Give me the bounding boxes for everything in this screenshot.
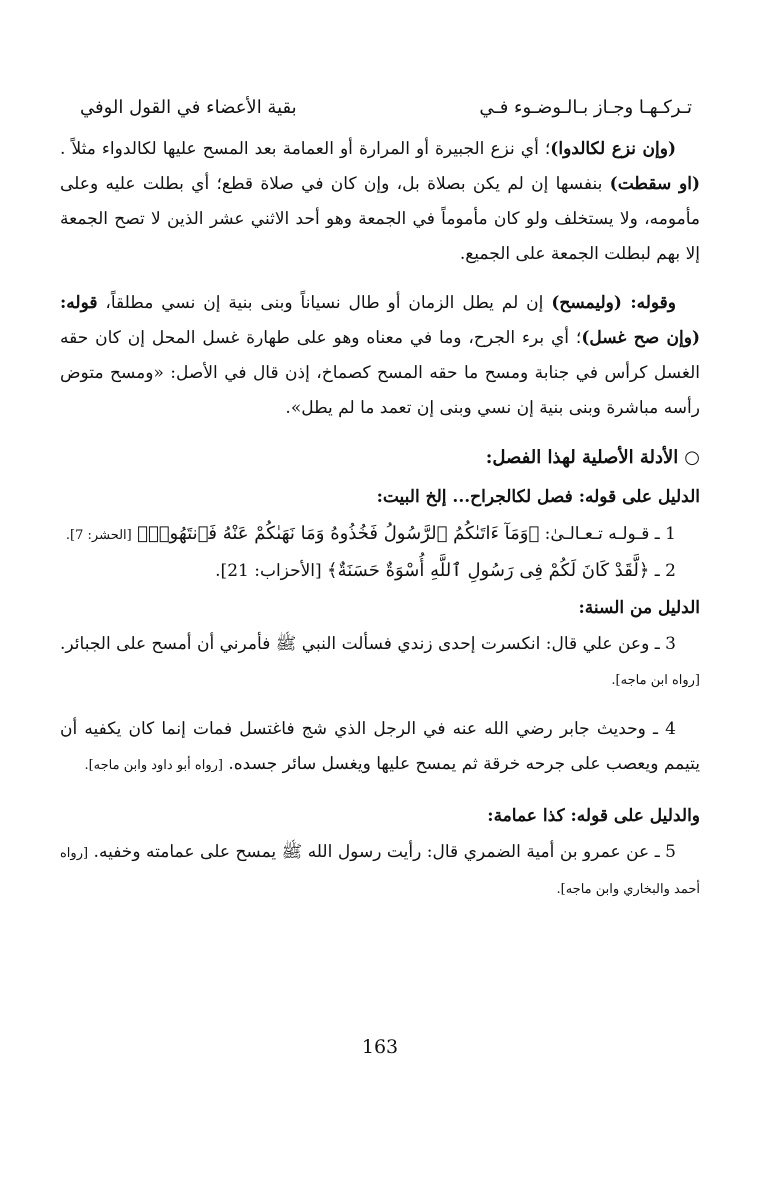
citation: [الحشر: 7]. — [65, 528, 132, 543]
commentary-paragraph-1 — [60, 132, 700, 272]
item-text: 5 ـ عن عمرو بن أمية الضمري قال: رأيت رسول الله ﷺ يمسح على عمامته وخفيه. — [88, 842, 676, 862]
evidence-item-5 — [60, 835, 700, 907]
citation: [الأحزاب: 21]. — [215, 561, 328, 581]
circle-bullet-icon: ○ — [684, 447, 700, 468]
quran-verse: ﴿لَّقَدْ كَانَ لَكُمْ فِى رَسُولِ ٱللَّهِ أُسْوَةٌ حَسَنَةٌ﴾ — [327, 560, 650, 581]
verse-left-hemistich: بقية الأعضاء في القول الوفي — [80, 97, 297, 118]
commentary-paragraph-2 — [60, 286, 700, 426]
evidence-subheading-1: الدليل على قوله: فصل لكالجراح... إلخ البيت: — [376, 487, 700, 507]
verse-header — [60, 88, 700, 128]
item-text: 4 ـ وحديث جابر رضي الله عنه في الرجل الذي شج فاغتسل فمات إنما كان يكفيه أن يتيمم ويعصب على جرحه خرقة ثم يمسح عليها ويغسل سائر جسده. — [60, 719, 700, 774]
bold-term: (وإن نزع لكالدوا) — [550, 139, 676, 159]
evidence-item-3 — [60, 627, 700, 698]
evidence-item-2 — [60, 553, 700, 589]
page-content — [60, 88, 700, 907]
evidence-subheading-2: الدليل من السنة: — [578, 598, 700, 618]
bold-term: (وإن صح غسل) — [581, 328, 701, 348]
verse-right-hemistich: تـركـهـا وجـاز بـالـوضـوء فـي — [479, 97, 692, 118]
paragraph-text: ؛ أي برء الجرح، وما في معناه وهو على طهارة غسل المحل إن كان حقه الغسل كرأس في جنابة ومسح ما حقه المسح كصماخ، إذن قال في الأصل: «ومسح متوض رأسه مباشرة وبنى بنية إن نسي وبنى إن تعمد ما لم يطل». — [60, 328, 700, 418]
paragraph-text: ؛ أي نزع الجبيرة أو المرارة أو العمامة بعد المسح عليها لكالدواء مثلاً . — [60, 139, 551, 159]
section-heading — [60, 438, 700, 478]
quran-verse: ﴿وَمَآ ءَاتَىٰكُمُ ٱلرَّسُولُ فَخُذُوهُ وَمَا نَهَىٰكُمْ عَنْهُ فَٱنتَهُوا۟﴾ — [137, 523, 540, 544]
citation: [رواه أبو داود وابن ماجه]. — [84, 758, 223, 773]
paragraph-text: إن لم يطل الزمان أو طال نسياناً وبنى بنية إن نسي مطلقاً، — [97, 293, 552, 313]
evidence-item-4 — [60, 712, 700, 783]
evidence-subheading-3: والدليل على قوله: كذا عمامة: — [487, 806, 700, 826]
bold-term: (وليمسح) — [551, 293, 622, 313]
evidence-item-1 — [60, 516, 700, 553]
citation: [رواه ابن ماجه]. — [611, 673, 700, 688]
item-text: 3 ـ وعن علي قال: انكسرت إحدى زندي فسألت النبي ﷺ فأمرني أن أمسح على الجبائر. — [60, 634, 676, 654]
item-text: 1 ـ قـولـه تـعـالـىٰ: — [539, 524, 676, 544]
section-heading-text: الأدلة الأصلية لهذا الفصل: — [485, 447, 679, 468]
citation: [رواه أحمد والبخاري وابن ماجه]. — [60, 846, 700, 897]
bold-term: وقوله: — [621, 293, 677, 313]
page-number: 163 — [361, 1036, 399, 1058]
paragraph-text: بنفسها إن لم يكن بصلاة بل، وإن كان في صلاة قطع؛ أي بطلت عليه وعلى مأمومه، ولا يستخلف ولو كان مأموماً في الجمعة وهو أحد الاثني عشر الذين لا تصح الجمعة إلا بهم لبطلت الجمعة على الجميع. — [60, 174, 700, 264]
item-text: 2 ـ — [649, 561, 676, 581]
bold-term: (او سقطت) — [609, 174, 701, 194]
bold-term: قوله: — [60, 293, 98, 313]
